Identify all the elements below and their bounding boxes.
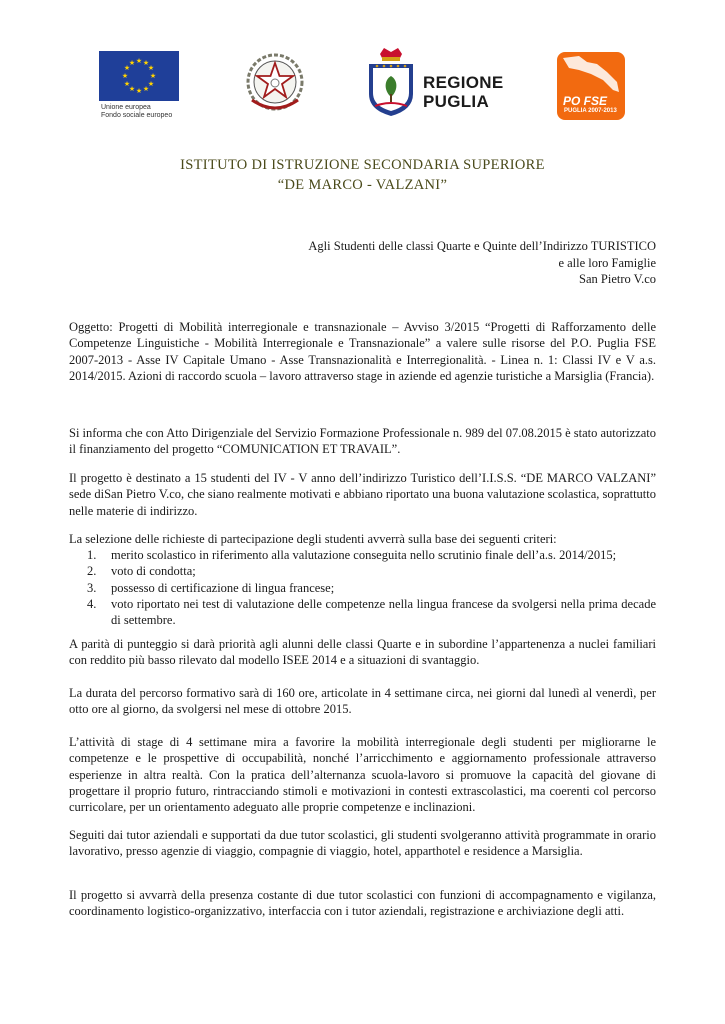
po-fse-logo <box>557 52 625 120</box>
eu-logo <box>99 51 179 121</box>
paragraph-authorization: Si informa che con Atto Dirigenziale del Servizio Formazione Professionale n. 989 del 07.08.2015 è stato autorizzato il finanziamento del progetto “COMUNICATION ET TRAVAIL”. <box>69 426 656 457</box>
paragraph-objectives: L’attività di stage di 4 settimane mira a favorire la mobilità interregionale degli studenti per migliorarne le competenze e le prospettive di occupabilità, nonché l’arricchimento e aggiornamento professionale attraverso esperienze in altra realtà. Con la pratica dell’alternanza scuola-lavoro si promuove la capacità del giovane di progettare il proprio futuro, rintracciando stimoli e motivazioni in contesti extrascolastici, ma coerenti col percorso curricolare, per un orientamento adeguato alle proprie competenze e inclinazioni. <box>69 735 656 815</box>
svg-text:★: ★ <box>142 85 150 93</box>
addressee-line3: San Pietro V.co <box>579 272 656 286</box>
criteria-list <box>69 547 656 628</box>
list-item-number: 1. <box>87 548 97 562</box>
svg-text:★: ★ <box>147 80 155 88</box>
italian-republic-emblem <box>242 50 308 118</box>
list-item <box>69 596 656 629</box>
svg-text:★: ★ <box>123 64 131 72</box>
list-item-text: voto di condotta; <box>111 564 196 579</box>
school-name-line2: “DE MARCO - VALZANI” <box>277 177 448 193</box>
paragraph-recipients: Il progetto è destinato a 15 studenti del IV - V anno dell’indirizzo Turistico dell’I.I.S.S. “DE MARCO VALZANI” sede diSan Pietro V.co, che siano realmente motivati e abbiano riportato una buona valutazione scolastica, soprattutto nelle materie di indirizzo. <box>69 471 656 518</box>
list-item-text: possesso di certificazione di lingua francese; <box>111 580 335 595</box>
pofse-subtitle: PUGLIA 2007-2013 <box>564 108 617 114</box>
addressee-line2: e alle loro Famiglie <box>558 256 656 270</box>
paragraph-duration: La durata del percorso formativo sarà di 160 ore, articolate in 4 settimane circa, nei giorni dal lunedì al venerdì, per otto ore al giorno, da svolgersi nel mese di ottobre 2015. <box>69 686 656 717</box>
paragraph-selection-intro: La selezione delle richieste di partecipazione degli studenti avverrà sulla base dei seguenti criteri: <box>69 532 557 546</box>
list-item <box>69 563 656 579</box>
svg-text:★: ★ <box>142 59 150 67</box>
list-item <box>69 547 656 563</box>
puglia-map-icon <box>557 52 625 96</box>
paragraph-activities: Seguiti dai tutor aziendali e supportati da due tutor scolastici, gli studenti svolgeranno attività programmate in orario lavorativo, presso agenzie di viaggio, compagnie di viaggio, hotel, apparthotel e residence a Marsiglia. <box>69 828 656 859</box>
svg-text:★: ★ <box>128 59 136 67</box>
svg-text:★: ★ <box>128 85 136 93</box>
svg-text:★: ★ <box>135 57 143 65</box>
list-item-number: 4. <box>87 596 97 611</box>
addressee-line1: Agli Studenti delle classi Quarte e Quinte dell’Indirizzo TURISTICO <box>308 239 656 253</box>
svg-text:★: ★ <box>149 72 157 80</box>
eu-caption-line1: Unione europea <box>101 104 151 111</box>
logo-bar <box>0 0 725 130</box>
list-item-number: 2. <box>87 564 97 579</box>
regione-puglia-logo <box>366 46 511 118</box>
list-item-number: 3. <box>87 580 97 595</box>
svg-text:★: ★ <box>123 80 131 88</box>
svg-text:★: ★ <box>121 72 129 80</box>
eu-flag <box>99 51 179 101</box>
svg-text:★: ★ <box>147 64 155 72</box>
regione-label: REGIONE <box>423 73 504 92</box>
paragraph-priority: A parità di punteggio si darà priorità agli alunni delle classi Quarte e in subordine l’appartenenza a nuclei familiari con reddito più basso rilevato dal modello ISEE 2014 e a situazioni di svantaggio. <box>69 637 656 668</box>
svg-text:★: ★ <box>135 87 143 95</box>
subject-paragraph: Oggetto: Progetti di Mobilità interregionale e transnazionale – Avviso 3/2015 “Progetti di Rafforzamento delle Competenze Linguistiche - Mobilità Interregionale e Transnazionale” a valere sulle risorse del P.O. Puglia FSE 2007-2013 - Asse IV Capitale Umano - Asse Transnazionalità e Interregionalità. - Linea n. 1: Classi IV e V a.s. 2014/2015. Azioni di raccordo scuola – lavoro attraverso stage in aziende ed agenzie turistiche a Marsiglia (Francia). <box>69 320 656 383</box>
puglia-crest-icon <box>366 46 416 118</box>
pofse-title: PO FSE <box>563 94 608 108</box>
list-item <box>69 580 656 596</box>
list-item-text: voto riportato nei test di valutazione delle competenze nella lingua francese da svolgersi nella prima decade di settembre. <box>111 596 656 628</box>
puglia-label: PUGLIA <box>423 92 490 111</box>
school-name-line1: ISTITUTO DI ISTRUZIONE SECONDARIA SUPERIORE <box>180 157 545 173</box>
list-item-text: merito scolastico in riferimento alla valutazione conseguita nello scrutinio finale dell’a.s. 2014/2015; <box>111 548 617 562</box>
eu-caption-line2: Fondo sociale europeo <box>101 112 173 119</box>
paragraph-tutors: Il progetto si avvarrà della presenza costante di due tutor scolastici con funzioni di accompagnamento e vigilanza, coordinamento logistico-organizzativo, interfaccia con i tutor aziendali, registrazione e archiviazione degli atti. <box>69 888 656 919</box>
eu-stars-icon <box>99 51 179 101</box>
emblem-star-icon <box>242 50 308 118</box>
